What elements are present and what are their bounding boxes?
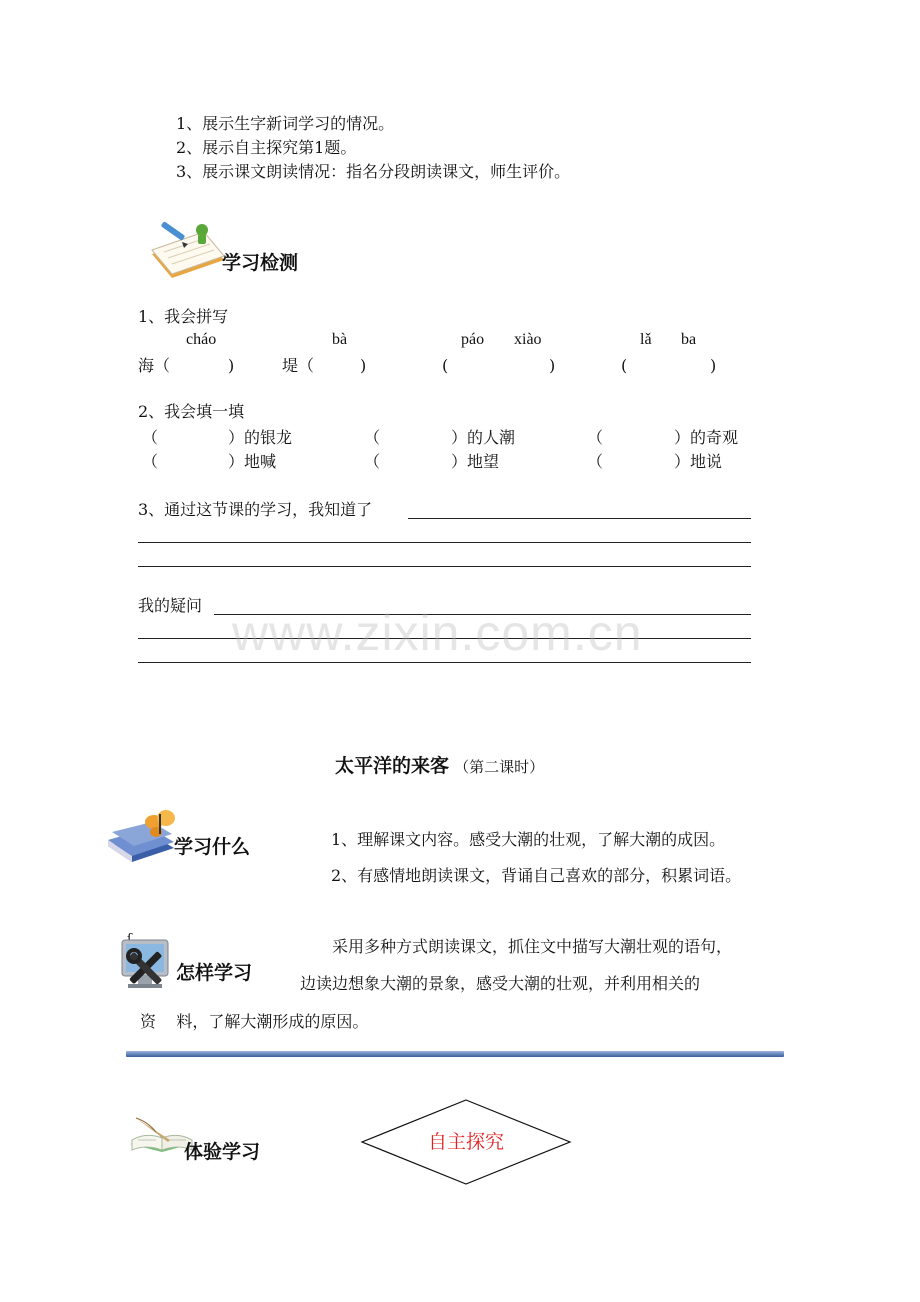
q2-label: 2、我会填一填 bbox=[138, 402, 245, 421]
heading-experience: 体验学习 bbox=[184, 1141, 261, 1163]
intro-step-2: 2、展示自主探究第1题。 bbox=[176, 138, 357, 157]
fill-item-6: ）地说 bbox=[674, 452, 723, 471]
lesson-title-block bbox=[335, 751, 544, 778]
answer-line bbox=[138, 662, 751, 663]
fill-item-4: ）地喊 bbox=[228, 452, 277, 471]
method-line-2: 边读边想象大潮的景象，感受大潮的壮观，并利用相关的 bbox=[300, 974, 701, 993]
self-explore-diamond[interactable] bbox=[359, 1098, 573, 1186]
heading-what-to-learn: 学习什么 bbox=[174, 836, 251, 858]
answer-close-4: ) bbox=[710, 356, 717, 375]
answer-line bbox=[138, 566, 751, 567]
heading-study-check: 学习检测 bbox=[222, 252, 299, 274]
pinyin-ba: bà bbox=[332, 331, 348, 348]
answer-open-3: ( bbox=[442, 356, 449, 375]
fill-item-3: ）的奇观 bbox=[674, 428, 739, 447]
watermark: www.zixin.com.cn bbox=[232, 605, 643, 661]
answer-line bbox=[408, 518, 751, 519]
pinyin-pao: páo bbox=[461, 331, 485, 348]
pinyin-xiao: xiào bbox=[514, 331, 542, 348]
fill-item-2: ）的人潮 bbox=[451, 428, 516, 447]
fill-item-5: ）地望 bbox=[451, 452, 500, 471]
answer-close-1: ) bbox=[228, 356, 235, 375]
fill-open-2: （ bbox=[364, 428, 381, 447]
notepad-pencil-icon bbox=[146, 216, 228, 280]
fill-open-3: （ bbox=[587, 428, 604, 447]
answer-prefix-di: 堤（ bbox=[282, 356, 315, 375]
q1-label: 1、我会拼写 bbox=[138, 307, 229, 326]
answer-line bbox=[138, 542, 751, 543]
diamond-label: 自主探究 bbox=[427, 1131, 504, 1153]
lesson-title: 太平洋的来客 bbox=[335, 755, 450, 777]
pinyin-chao: cháo bbox=[186, 331, 217, 348]
intro-step-3: 3、展示课文朗读情况：指名分段朗读课文，师生评价。 bbox=[176, 162, 571, 181]
fill-open-6: （ bbox=[587, 452, 604, 471]
q4-label: 我的疑问 bbox=[138, 596, 203, 615]
method-line-3: 资 料，了解大潮形成的原因。 bbox=[140, 1012, 369, 1031]
fill-open-5: （ bbox=[364, 452, 381, 471]
fill-item-1: ）的银龙 bbox=[228, 428, 293, 447]
section-divider bbox=[126, 1051, 784, 1057]
heading-how-to-learn: 怎样学习 bbox=[176, 962, 253, 984]
method-line-1: 采用多种方式朗读课文，抓住文中描写大潮壮观的语句， bbox=[332, 937, 733, 956]
intro-step-1: 1、展示生字新词学习的情况。 bbox=[176, 114, 395, 133]
goal-item-2: 2、有感情地朗读课文，背诵自己喜欢的部分，积累词语。 bbox=[331, 866, 742, 885]
answer-close-2: ) bbox=[360, 356, 367, 375]
fill-open-1: （ bbox=[142, 428, 159, 447]
answer-open-4: ( bbox=[621, 356, 628, 375]
answer-close-3: ) bbox=[549, 356, 556, 375]
q3-label: 3、通过这节课的学习，我知道了 bbox=[138, 500, 373, 519]
books-butterfly-icon bbox=[104, 806, 180, 866]
goal-item-1: 1、理解课文内容。感受大潮的壮观，了解大潮的成因。 bbox=[331, 830, 726, 849]
lesson-subtitle: （第二课时） bbox=[454, 758, 545, 776]
pinyin-la: lǎ bbox=[640, 331, 652, 348]
pinyin-ba2: ba bbox=[681, 331, 697, 348]
fill-open-4: （ bbox=[142, 452, 159, 471]
monitor-tools-icon bbox=[116, 934, 182, 996]
answer-prefix-hai: 海（ bbox=[138, 356, 171, 375]
